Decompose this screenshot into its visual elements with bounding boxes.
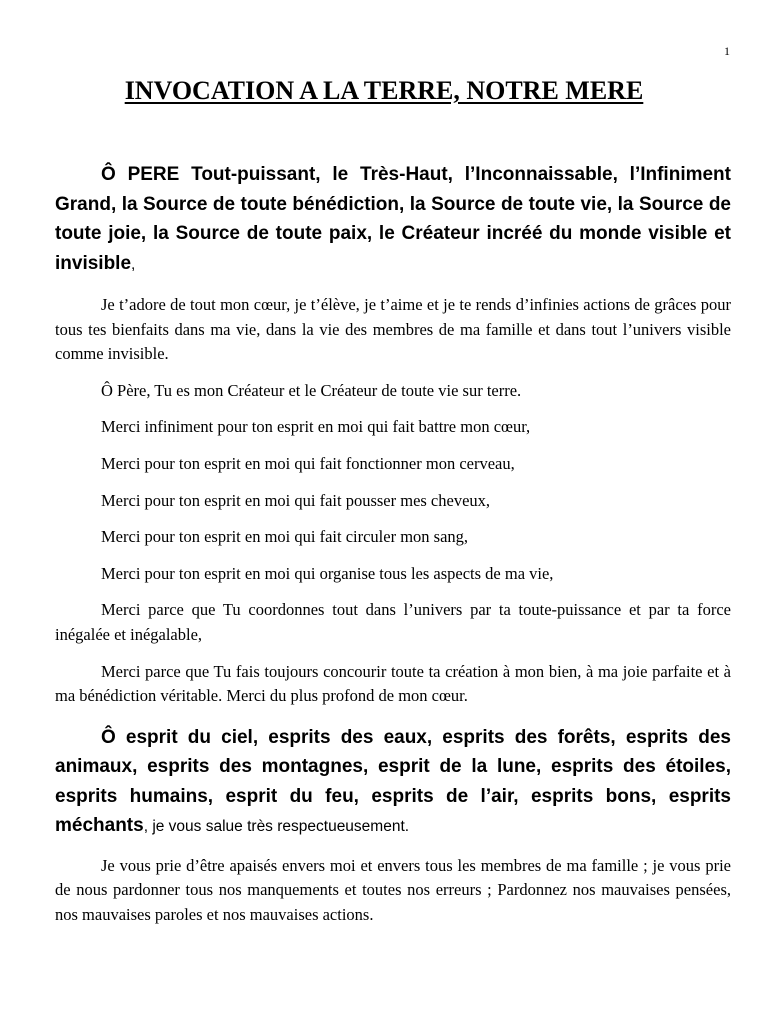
body-paragraph: Merci infiniment pour ton esprit en moi qui fait battre mon cœur, — [101, 417, 531, 437]
invocation-paragraph-spirits: Ô esprit du ciel, esprits des eaux, esprits des forêts, esprits des animaux, esprits des montagnes, esprit de la lune, esprits des étoiles, esprits humains, esprit du feu, esprits de l’air, esprits bons, esprits méchants, je vous salue très respectueusement. — [55, 726, 731, 837]
body-paragraph: Merci pour ton esprit en moi qui fait fonctionner mon cerveau, — [101, 453, 515, 473]
body-paragraph: Merci pour ton esprit en moi qui organise tous les aspects de ma vie, — [101, 563, 554, 583]
invocation-paragraph-father: Ô PERE Tout-puissant, le Très-Haut, l’Inconnaissable, l’Infiniment Grand, la Source de toute bénédiction, la Source de toute vie, la Source de toute joie, la Source de toute paix, le Créateur incréé du monde visible et invisible, — [55, 164, 731, 274]
body-paragraph: Je vous prie d’être apaisés envers moi et envers tous les membres de ma famille ; je vous prie de nous pardonner tous nos manquements et toutes nos erreurs ; Pardonnez nos mauvaises pensées, nos mauvaises paroles et nos mauvaises actions. — [55, 855, 731, 924]
body-paragraph: Merci parce que Tu fais toujours concourir toute ta création à mon bien, à ma joie parfaite et à ma bénédiction véritable. Merci du plus profond de mon cœur. — [55, 661, 731, 706]
page-number: 1 — [724, 44, 730, 58]
body-paragraph: Ô Père, Tu es mon Créateur et le Créateur de toute vie sur terre. — [101, 380, 522, 400]
body-paragraph: Je t’adore de tout mon cœur, je t’élève, je t’aime et je te rends d’infinies actions de grâces pour tous tes bienfaits dans ma vie, dans la vie des membres de ma famille et dans tout l’univers visible comme invisible. — [55, 295, 731, 364]
body-paragraph: Merci pour ton esprit en moi qui fait pousser mes cheveux, — [101, 490, 491, 510]
body-paragraph: Merci pour ton esprit en moi qui fait circuler mon sang, — [101, 527, 469, 547]
document-title: INVOCATION A LA TERRE, NOTRE MERE — [124, 76, 644, 105]
document-body — [55, 160, 731, 928]
body-paragraph: Merci parce que Tu coordonnes tout dans l’univers par ta toute-puissance et par ta force inégalée et inégalable, — [55, 600, 731, 644]
